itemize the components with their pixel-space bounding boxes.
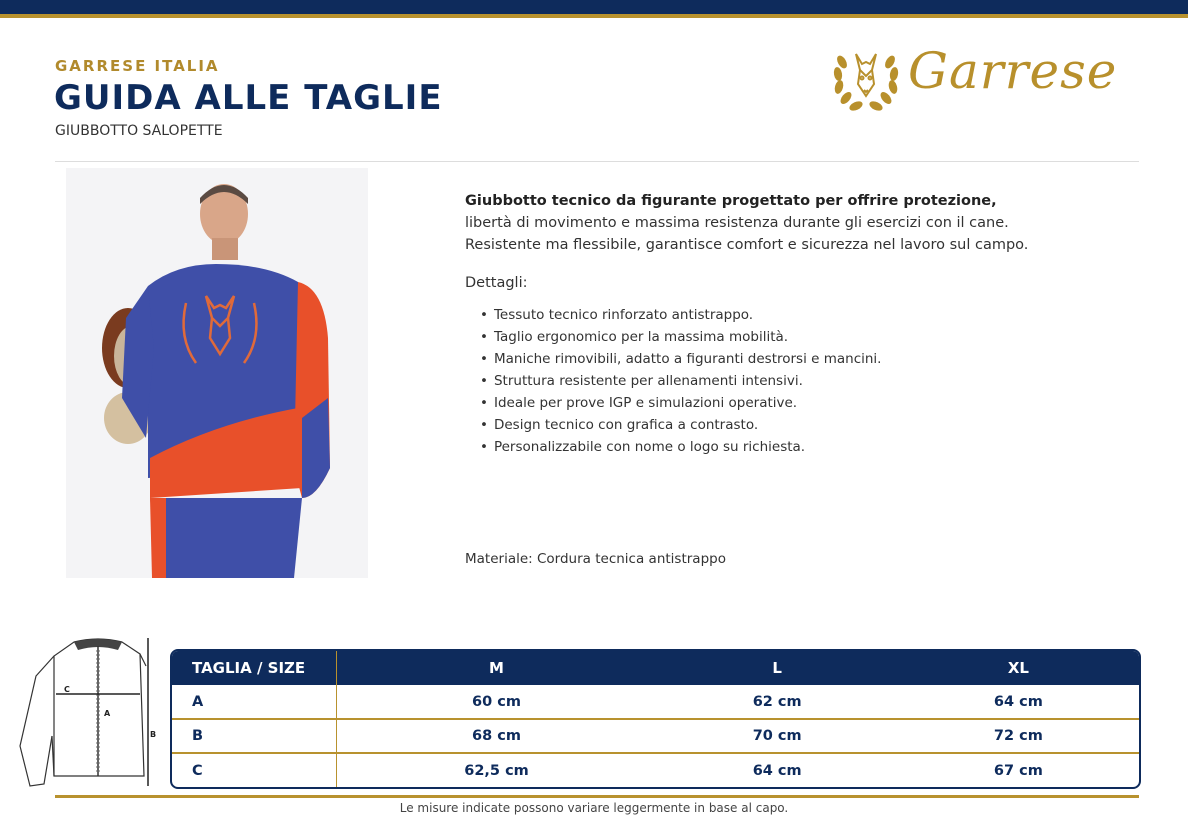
table-header-row (172, 651, 1139, 685)
table-cell: C (172, 753, 336, 787)
top-gold-stripe (0, 14, 1188, 18)
page-subtitle: GIUBBOTTO SALOPETTE (55, 123, 223, 139)
description-lead: Giubbotto tecnico da figurante progettato per offrire protezione, (465, 193, 997, 209)
product-description (465, 190, 1125, 256)
table-cell: 64 cm (993, 693, 1043, 710)
header-divider (55, 161, 1139, 162)
list-item: • Struttura resistente per allenamenti intensivi. (480, 370, 881, 392)
table-cell: 62,5 cm (336, 753, 657, 787)
jacket-measurement-diagram (14, 636, 164, 792)
page-title: GUIDA ALLE TAGLIE (54, 78, 443, 118)
table-cell: 72 cm (898, 719, 1139, 753)
logo-wordmark: Garrese (908, 42, 1118, 100)
footnote: Le misure indicate possono variare leggermente in base al capo. (399, 801, 789, 815)
diagram-label-c: C (64, 685, 70, 694)
details-title: Dettagli: (465, 275, 528, 291)
description-line: libertà di movimento e massima resistenza durante gli esercizi con il cane. (465, 215, 1009, 231)
top-navy-band (0, 0, 1188, 14)
table-cell: 70 cm (657, 719, 898, 753)
table-row (172, 719, 1139, 753)
diagram-label-b: B (150, 730, 157, 739)
table-header: TAGLIA / SIZE (172, 651, 336, 685)
table-row (172, 685, 1139, 719)
table-cell: 64 cm (657, 753, 898, 787)
list-item: • Tessuto tecnico rinforzato antistrappo. (480, 304, 881, 326)
footer-gold-line (55, 795, 1139, 798)
list-item: • Design tecnico con grafica a contrasto. (480, 414, 881, 436)
diagram-label-a: A (104, 709, 111, 718)
table-cell: 60 cm (472, 693, 521, 710)
list-item: • Maniche rimovibili, adatto a figuranti destrorsi e mancini. (480, 348, 881, 370)
table-cell: 67 cm (898, 753, 1139, 787)
table-cell: 68 cm (336, 719, 657, 753)
list-item: • Ideale per prove IGP e simulazioni operative. (480, 392, 881, 414)
table-cell: A (172, 685, 336, 719)
table-cell: 62 cm (752, 693, 802, 710)
details-list (480, 304, 881, 458)
table-cell: B (172, 719, 336, 753)
table-header: XL (898, 651, 1139, 685)
table-row (172, 753, 1139, 787)
dog-laurel-wreath-icon (828, 40, 904, 116)
list-item: • Personalizzabile con nome o logo su richiesta. (480, 436, 881, 458)
product-photo (66, 168, 368, 578)
description-line: Resistente ma flessibile, garantisce comfort e sicurezza nel lavoro sul campo. (465, 237, 1029, 253)
garrese-logo (828, 38, 1138, 118)
brand-kicker: GARRESE ITALIA (55, 57, 220, 75)
material-note: Materiale: Cordura tecnica antistrappo (465, 551, 726, 567)
table-header: M (336, 651, 657, 685)
table-header: L (657, 651, 898, 685)
size-table (170, 649, 1141, 789)
list-item: • Taglio ergonomico per la massima mobilità. (480, 326, 881, 348)
